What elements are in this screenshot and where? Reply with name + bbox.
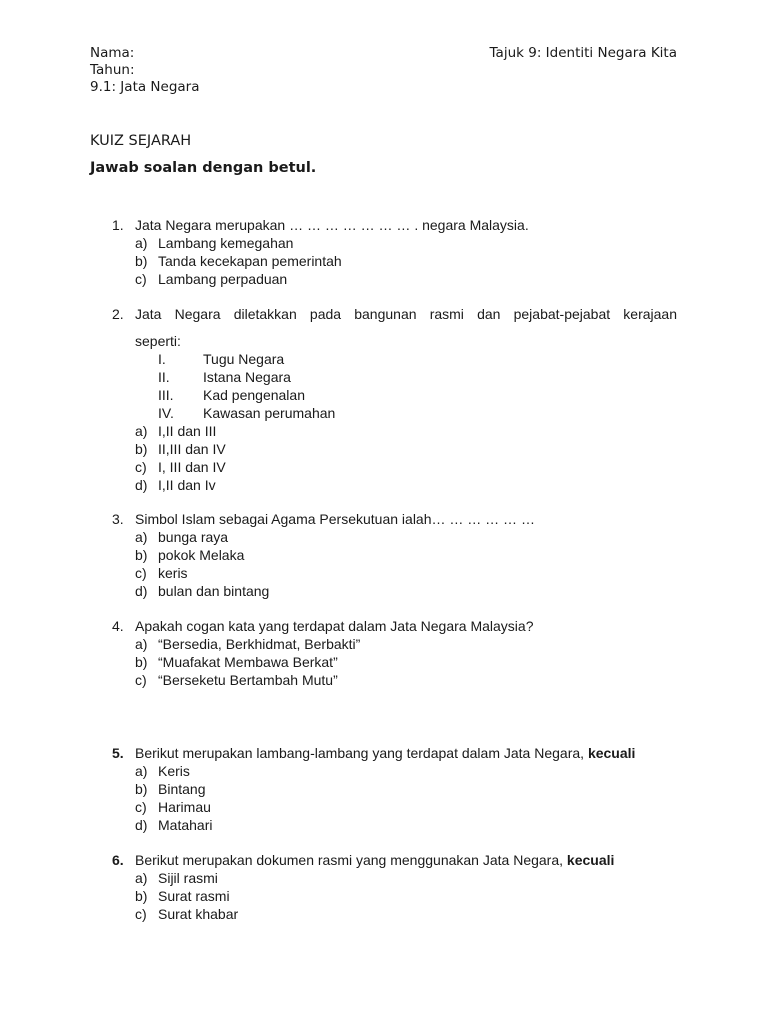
keyword-kecuali: kecuali	[587, 745, 636, 761]
option-letter: c)	[135, 459, 147, 475]
option-text: Harimau	[158, 799, 211, 815]
roman-numeral: I.	[158, 351, 166, 367]
option	[0, 476, 768, 494]
option-letter: a)	[135, 235, 148, 251]
question-text: Berikut merupakan lambang-lambang yang terdapat dalam Jata Negara,	[135, 745, 585, 761]
option-text: pokok Melaka	[158, 547, 245, 563]
option	[0, 546, 768, 564]
roman-item	[0, 368, 768, 386]
option-letter: a)	[135, 529, 148, 545]
option	[0, 816, 768, 834]
option-letter: a)	[135, 423, 148, 439]
option-letter: b)	[135, 888, 148, 904]
option	[0, 671, 768, 689]
roman-item	[0, 404, 768, 422]
question-2	[0, 305, 768, 494]
option-text: I,II dan III	[158, 423, 217, 439]
question-5	[0, 744, 768, 834]
question-text-continued: seperti:	[135, 333, 181, 349]
option-text: Keris	[158, 763, 190, 779]
question-6	[0, 851, 768, 923]
question-number: 1.	[112, 217, 124, 233]
option-text: keris	[158, 565, 188, 581]
option	[0, 762, 768, 780]
question-number: 5.	[112, 745, 124, 761]
option	[0, 422, 768, 440]
name-label: Nama:	[90, 45, 135, 61]
option	[0, 252, 768, 270]
option	[0, 653, 768, 671]
roman-numeral: II.	[158, 369, 170, 385]
option-letter: d)	[135, 583, 148, 599]
roman-item-text: Kawasan perumahan	[203, 405, 336, 421]
option-letter: c)	[135, 271, 147, 287]
option-text: I, III dan IV	[158, 459, 226, 475]
header-left	[90, 45, 200, 96]
option	[0, 869, 768, 887]
option-letter: c)	[135, 672, 147, 688]
question-text: Apakah cogan kata yang terdapat dalam Jata Negara Malaysia?	[135, 618, 534, 634]
question-3	[0, 510, 768, 600]
roman-numeral: III.	[158, 387, 174, 403]
option-letter: c)	[135, 906, 147, 922]
option-letter: c)	[135, 799, 147, 815]
option-letter: a)	[135, 636, 148, 652]
question-number: 3.	[112, 511, 124, 527]
option-letter: b)	[135, 547, 148, 563]
option-letter: b)	[135, 253, 148, 269]
option	[0, 440, 768, 458]
roman-numeral: IV.	[158, 405, 174, 421]
year-label: Tahun:	[90, 62, 135, 78]
keyword-kecuali: kecuali	[566, 852, 615, 868]
instruction: Jawab soalan dengan betul.	[90, 160, 317, 176]
option	[0, 564, 768, 582]
question-text: Berikut merupakan dokumen rasmi yang menggunakan Jata Negara,	[135, 852, 564, 868]
option-text: Matahari	[158, 817, 213, 833]
option-text: Sijil rasmi	[158, 870, 218, 886]
option-text: Surat khabar	[158, 906, 239, 922]
option-text: “Bersedia, Berkhidmat, Berbakti”	[158, 636, 361, 652]
roman-item	[0, 350, 768, 368]
option	[0, 887, 768, 905]
option-letter: b)	[135, 654, 148, 670]
question-text: Simbol Islam sebagai Agama Persekutuan ialah… … … … … …	[135, 511, 535, 527]
option-text: Surat rasmi	[158, 888, 230, 904]
option-text: bulan dan bintang	[158, 583, 270, 599]
option-letter: a)	[135, 763, 148, 779]
topic-label: Tajuk 9: Identiti Negara Kita	[489, 45, 677, 61]
subtopic-label: 9.1: Jata Negara	[90, 79, 200, 95]
option	[0, 234, 768, 252]
question-text: Jata Negara merupakan … … … … … … … . negara Malaysia.	[135, 217, 529, 233]
option-text: “Muafakat Membawa Berkat”	[158, 654, 338, 670]
question-text: Jata Negara diletakkan pada bangunan rasmi dan pejabat-pejabat kerajaan	[135, 306, 677, 322]
option	[0, 458, 768, 476]
option-text: II,III dan IV	[158, 441, 226, 457]
option	[0, 528, 768, 546]
option	[0, 582, 768, 600]
option-text: Lambang perpaduan	[158, 271, 288, 287]
option-letter: c)	[135, 565, 147, 581]
question-number: 6.	[112, 852, 124, 868]
roman-item-text: Tugu Negara	[203, 351, 285, 367]
option	[0, 905, 768, 923]
question-1	[0, 216, 768, 288]
roman-item-text: Istana Negara	[203, 369, 291, 385]
option-text: “Berseketu Bertambah Mutu”	[158, 672, 338, 688]
roman-item-text: Kad pengenalan	[203, 387, 305, 403]
option-letter: a)	[135, 870, 148, 886]
option-text: Tanda kecekapan pemerintah	[158, 253, 342, 269]
option-letter: d)	[135, 817, 148, 833]
question-number: 2.	[112, 306, 124, 322]
option	[0, 270, 768, 288]
roman-item	[0, 386, 768, 404]
option-text: Bintang	[158, 781, 206, 797]
quiz-title: KUIZ SEJARAH	[90, 133, 192, 149]
option-text: I,II dan Iv	[158, 477, 216, 493]
question-4	[0, 617, 768, 689]
option-letter: b)	[135, 441, 148, 457]
option-letter: d)	[135, 477, 148, 493]
option-text: bunga raya	[158, 529, 229, 545]
option	[0, 780, 768, 798]
option	[0, 798, 768, 816]
option-letter: b)	[135, 781, 148, 797]
question-number: 4.	[112, 618, 124, 634]
option	[0, 635, 768, 653]
option-text: Lambang kemegahan	[158, 235, 294, 251]
